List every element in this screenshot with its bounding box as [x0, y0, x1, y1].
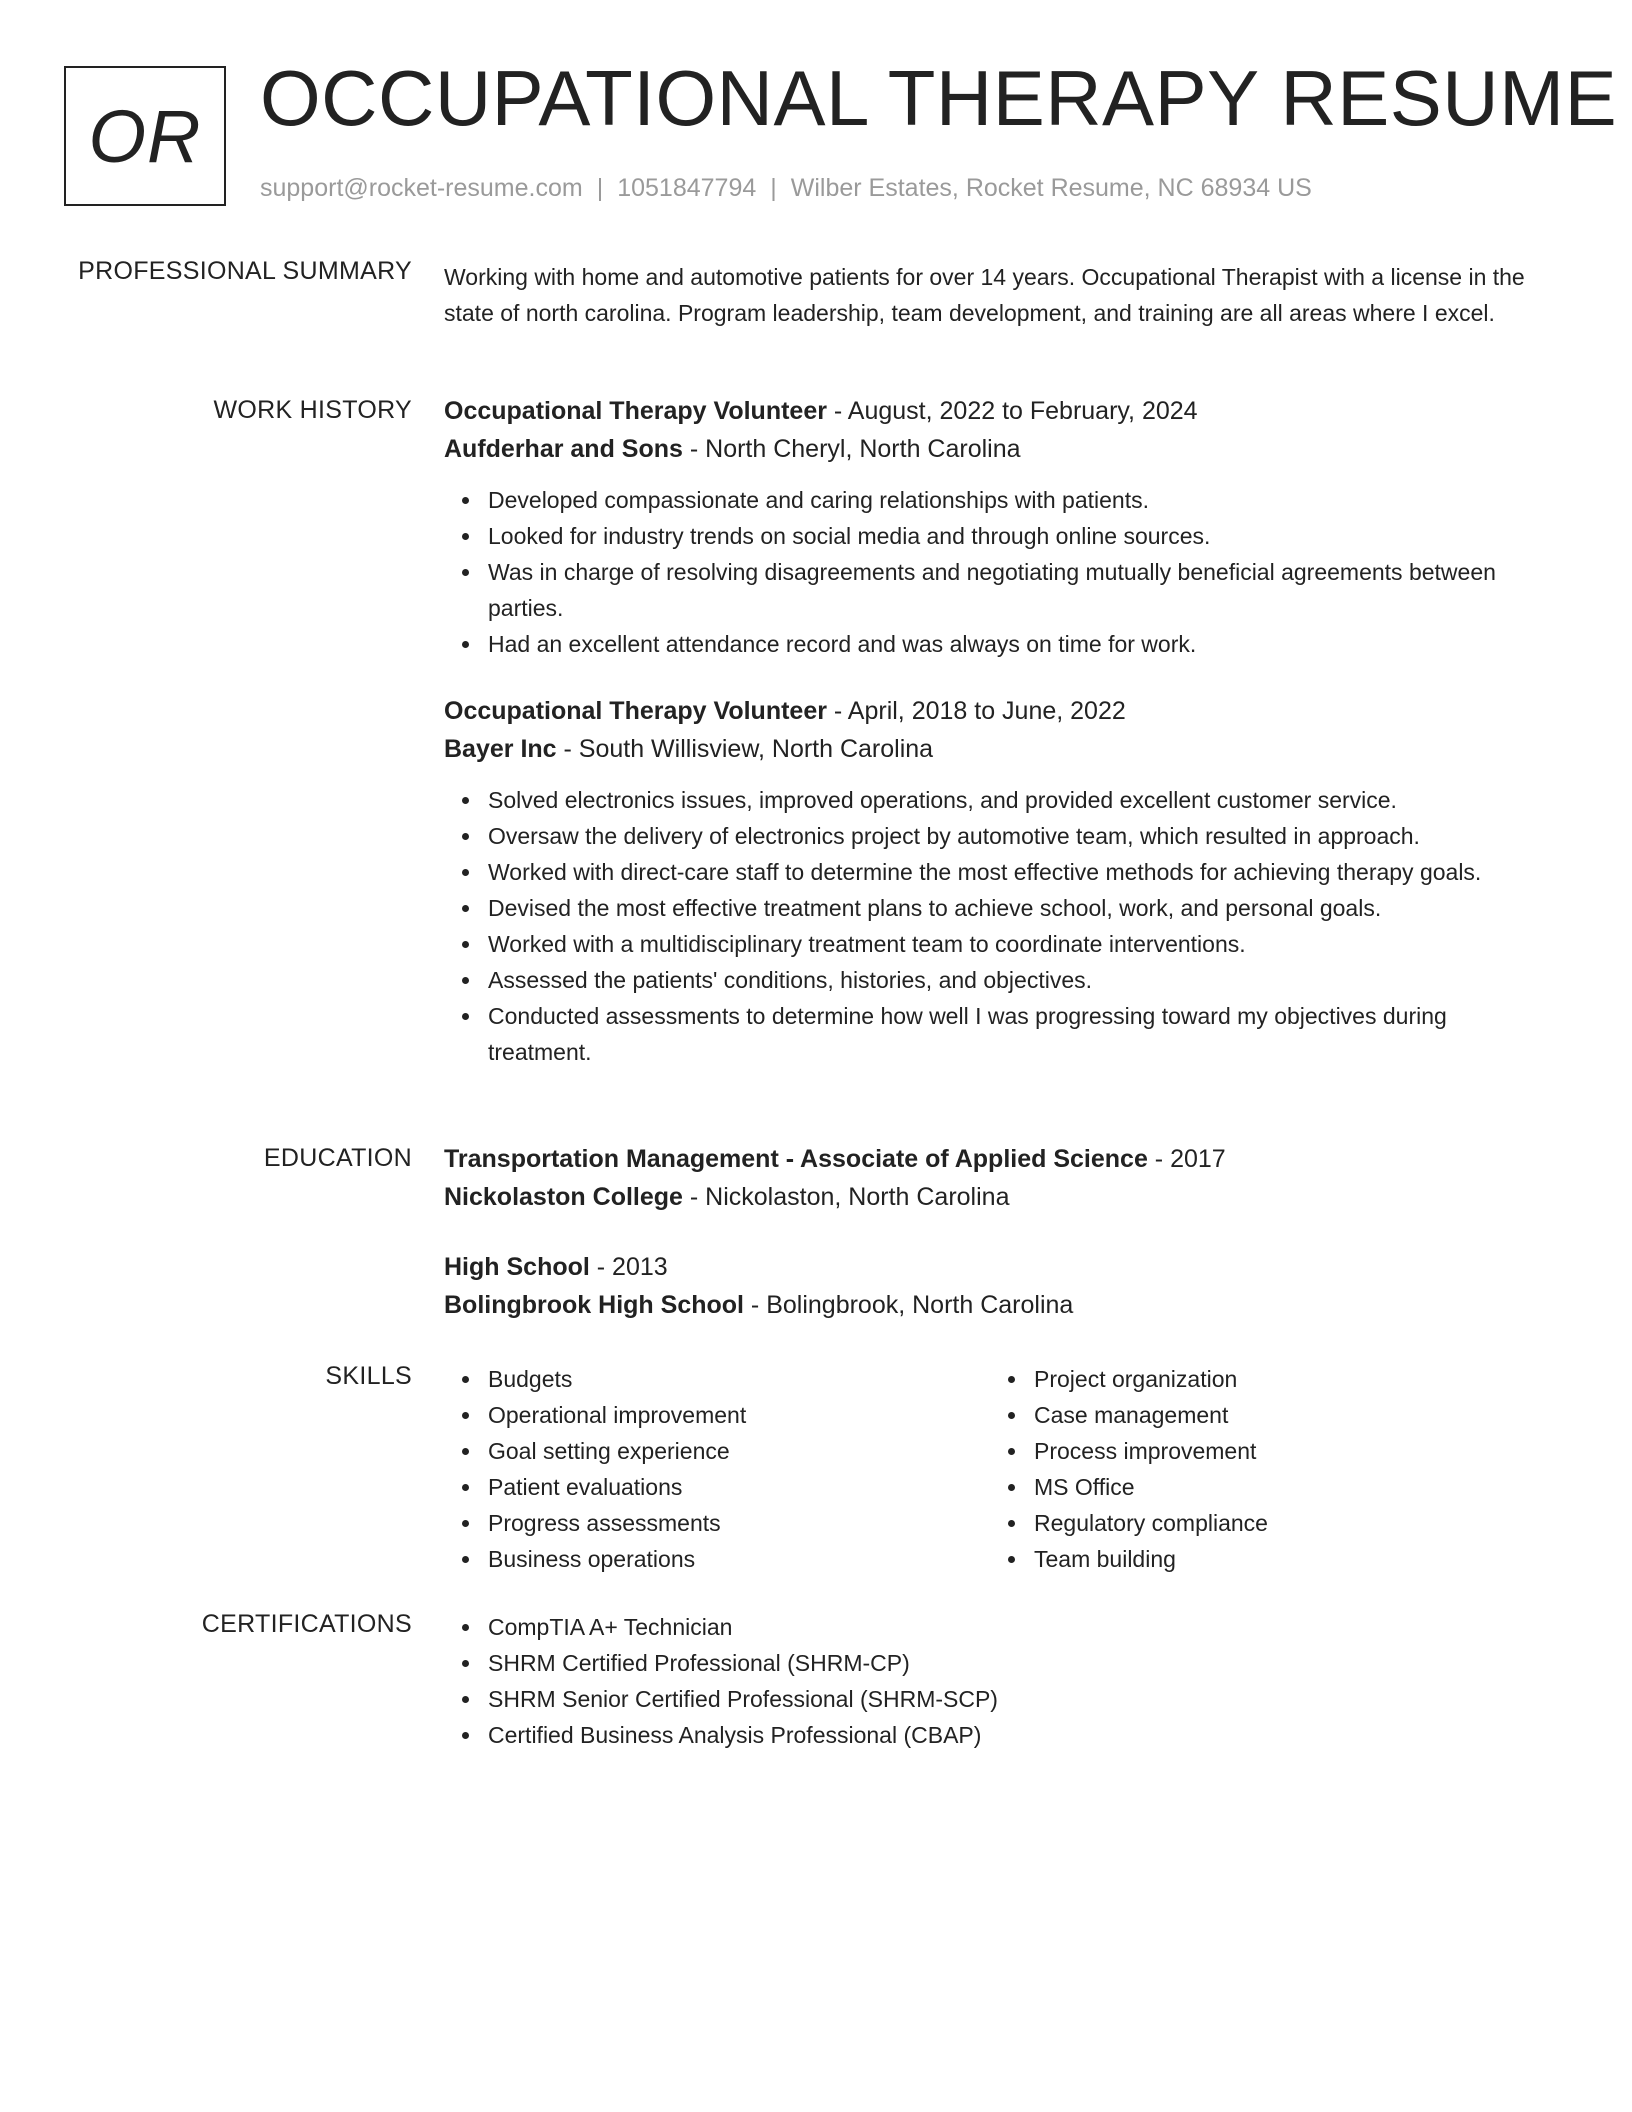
section-label-summary: PROFESSIONAL SUMMARY: [78, 257, 412, 285]
job-bullet: Devised the most effective treatment plans to achieve school, work, and personal goals.: [488, 890, 1554, 926]
certifications-list: [444, 1609, 1554, 1753]
job-bullet: Had an excellent attendance record and was always on time for work.: [488, 626, 1554, 662]
job-company-line: [444, 430, 1554, 468]
skill-item: Progress assessments: [488, 1505, 990, 1541]
job-location: - North Cheryl, North Carolina: [682, 435, 1021, 463]
contact-line: [260, 174, 1312, 203]
degree-year: - 2013: [589, 1253, 668, 1281]
skills-columns: [444, 1361, 1554, 1577]
skill-item: Project organization: [1034, 1361, 1536, 1397]
school-name: Nickolaston College: [444, 1183, 683, 1211]
job-location: - South Willisview, North Carolina: [556, 735, 934, 763]
work-history-body: [444, 392, 1554, 1070]
school-name: Bolingbrook High School: [444, 1291, 744, 1319]
certification-item: CompTIA A+ Technician: [488, 1609, 1554, 1645]
skill-item: MS Office: [1034, 1469, 1536, 1505]
job-bullet: Worked with a multidisciplinary treatment team to coordinate interventions.: [488, 926, 1554, 962]
job-company-line: [444, 730, 1554, 768]
skill-item: Regulatory compliance: [1034, 1505, 1536, 1541]
section-label-skills: SKILLS: [325, 1362, 412, 1390]
skills-list-left: [444, 1361, 990, 1577]
job-company: Aufderhar and Sons: [444, 435, 683, 463]
job-title-line: [444, 392, 1554, 430]
degree-line: [444, 1140, 1554, 1178]
job-bullets: [444, 782, 1554, 1070]
job-dates: - August, 2022 to February, 2024: [826, 397, 1198, 425]
section-label-work-history: WORK HISTORY: [213, 396, 412, 424]
contact-address: Wilber Estates, Rocket Resume, NC 68934 US: [790, 174, 1312, 202]
education-entry: [444, 1140, 1554, 1216]
degree-name: Transportation Management - Associate of Applied Science: [444, 1145, 1148, 1173]
skill-item: Patient evaluations: [488, 1469, 990, 1505]
job-bullet: Was in charge of resolving disagreements and negotiating mutually beneficial agreements between parties.: [488, 554, 1554, 626]
contact-email[interactable]: support@rocket-resume.com: [260, 174, 583, 202]
job-bullet: Assessed the patients' conditions, histories, and objectives.: [488, 962, 1554, 998]
skill-item: Process improvement: [1034, 1433, 1536, 1469]
job-bullet: Looked for industry trends on social media and through online sources.: [488, 518, 1554, 554]
school-line: [444, 1286, 1554, 1324]
skills-body: [444, 1361, 1554, 1577]
skill-item: Goal setting experience: [488, 1433, 990, 1469]
section-label-education: EDUCATION: [263, 1144, 412, 1172]
school-line: [444, 1178, 1554, 1216]
summary-text: Working with home and automotive patients for over 14 years. Occupational Therapist with a license in the state of north carolina. Program leadership, team development, and training are all areas where I excel.: [444, 264, 1525, 326]
certifications-body: [444, 1609, 1554, 1753]
job-entry: [444, 392, 1554, 662]
job-title-line: [444, 692, 1554, 730]
job-dates: - April, 2018 to June, 2022: [826, 697, 1126, 725]
job-bullet: Solved electronics issues, improved operations, and provided excellent customer service.: [488, 782, 1554, 818]
school-location: - Nickolaston, North Carolina: [682, 1183, 1010, 1211]
skills-list-right: [990, 1361, 1536, 1577]
job-company: Bayer Inc: [444, 735, 557, 763]
section-label-certifications: CERTIFICATIONS: [201, 1610, 412, 1638]
skill-item: Case management: [1034, 1397, 1536, 1433]
certification-item: SHRM Senior Certified Professional (SHRM-SCP): [488, 1681, 1554, 1717]
education-entry: [444, 1248, 1554, 1324]
summary-body: [444, 259, 1554, 331]
contact-separator: |: [770, 174, 777, 202]
school-location: - Bolingbrook, North Carolina: [743, 1291, 1074, 1319]
resume-title: OCCUPATIONAL THERAPY RESUME: [260, 54, 1618, 142]
skill-item: Business operations: [488, 1541, 990, 1577]
degree-name: High School: [444, 1253, 590, 1281]
skill-item: Operational improvement: [488, 1397, 990, 1433]
job-bullet: Worked with direct-care staff to determine the most effective methods for achieving therapy goals.: [488, 854, 1554, 890]
monogram-initials: OR: [88, 94, 202, 178]
contact-phone[interactable]: 1051847794: [617, 174, 757, 202]
monogram-box: [64, 66, 226, 206]
degree-line: [444, 1248, 1554, 1286]
job-bullets: [444, 482, 1554, 662]
contact-separator: |: [596, 174, 604, 202]
certification-item: SHRM Certified Professional (SHRM-CP): [488, 1645, 1554, 1681]
certification-item: Certified Business Analysis Professional (CBAP): [488, 1717, 1554, 1753]
job-title: Occupational Therapy Volunteer: [444, 397, 827, 425]
degree-year: - 2017: [1147, 1145, 1226, 1173]
job-title: Occupational Therapy Volunteer: [444, 697, 827, 725]
job-bullet: Developed compassionate and caring relationships with patients.: [488, 482, 1554, 518]
skill-item: Budgets: [488, 1361, 990, 1397]
job-bullet: Conducted assessments to determine how well I was progressing toward my objectives during treatment.: [488, 998, 1554, 1070]
job-entry: [444, 692, 1554, 1070]
education-body: [444, 1140, 1554, 1324]
job-bullet: Oversaw the delivery of electronics project by automotive team, which resulted in approach.: [488, 818, 1554, 854]
skill-item: Team building: [1034, 1541, 1536, 1577]
